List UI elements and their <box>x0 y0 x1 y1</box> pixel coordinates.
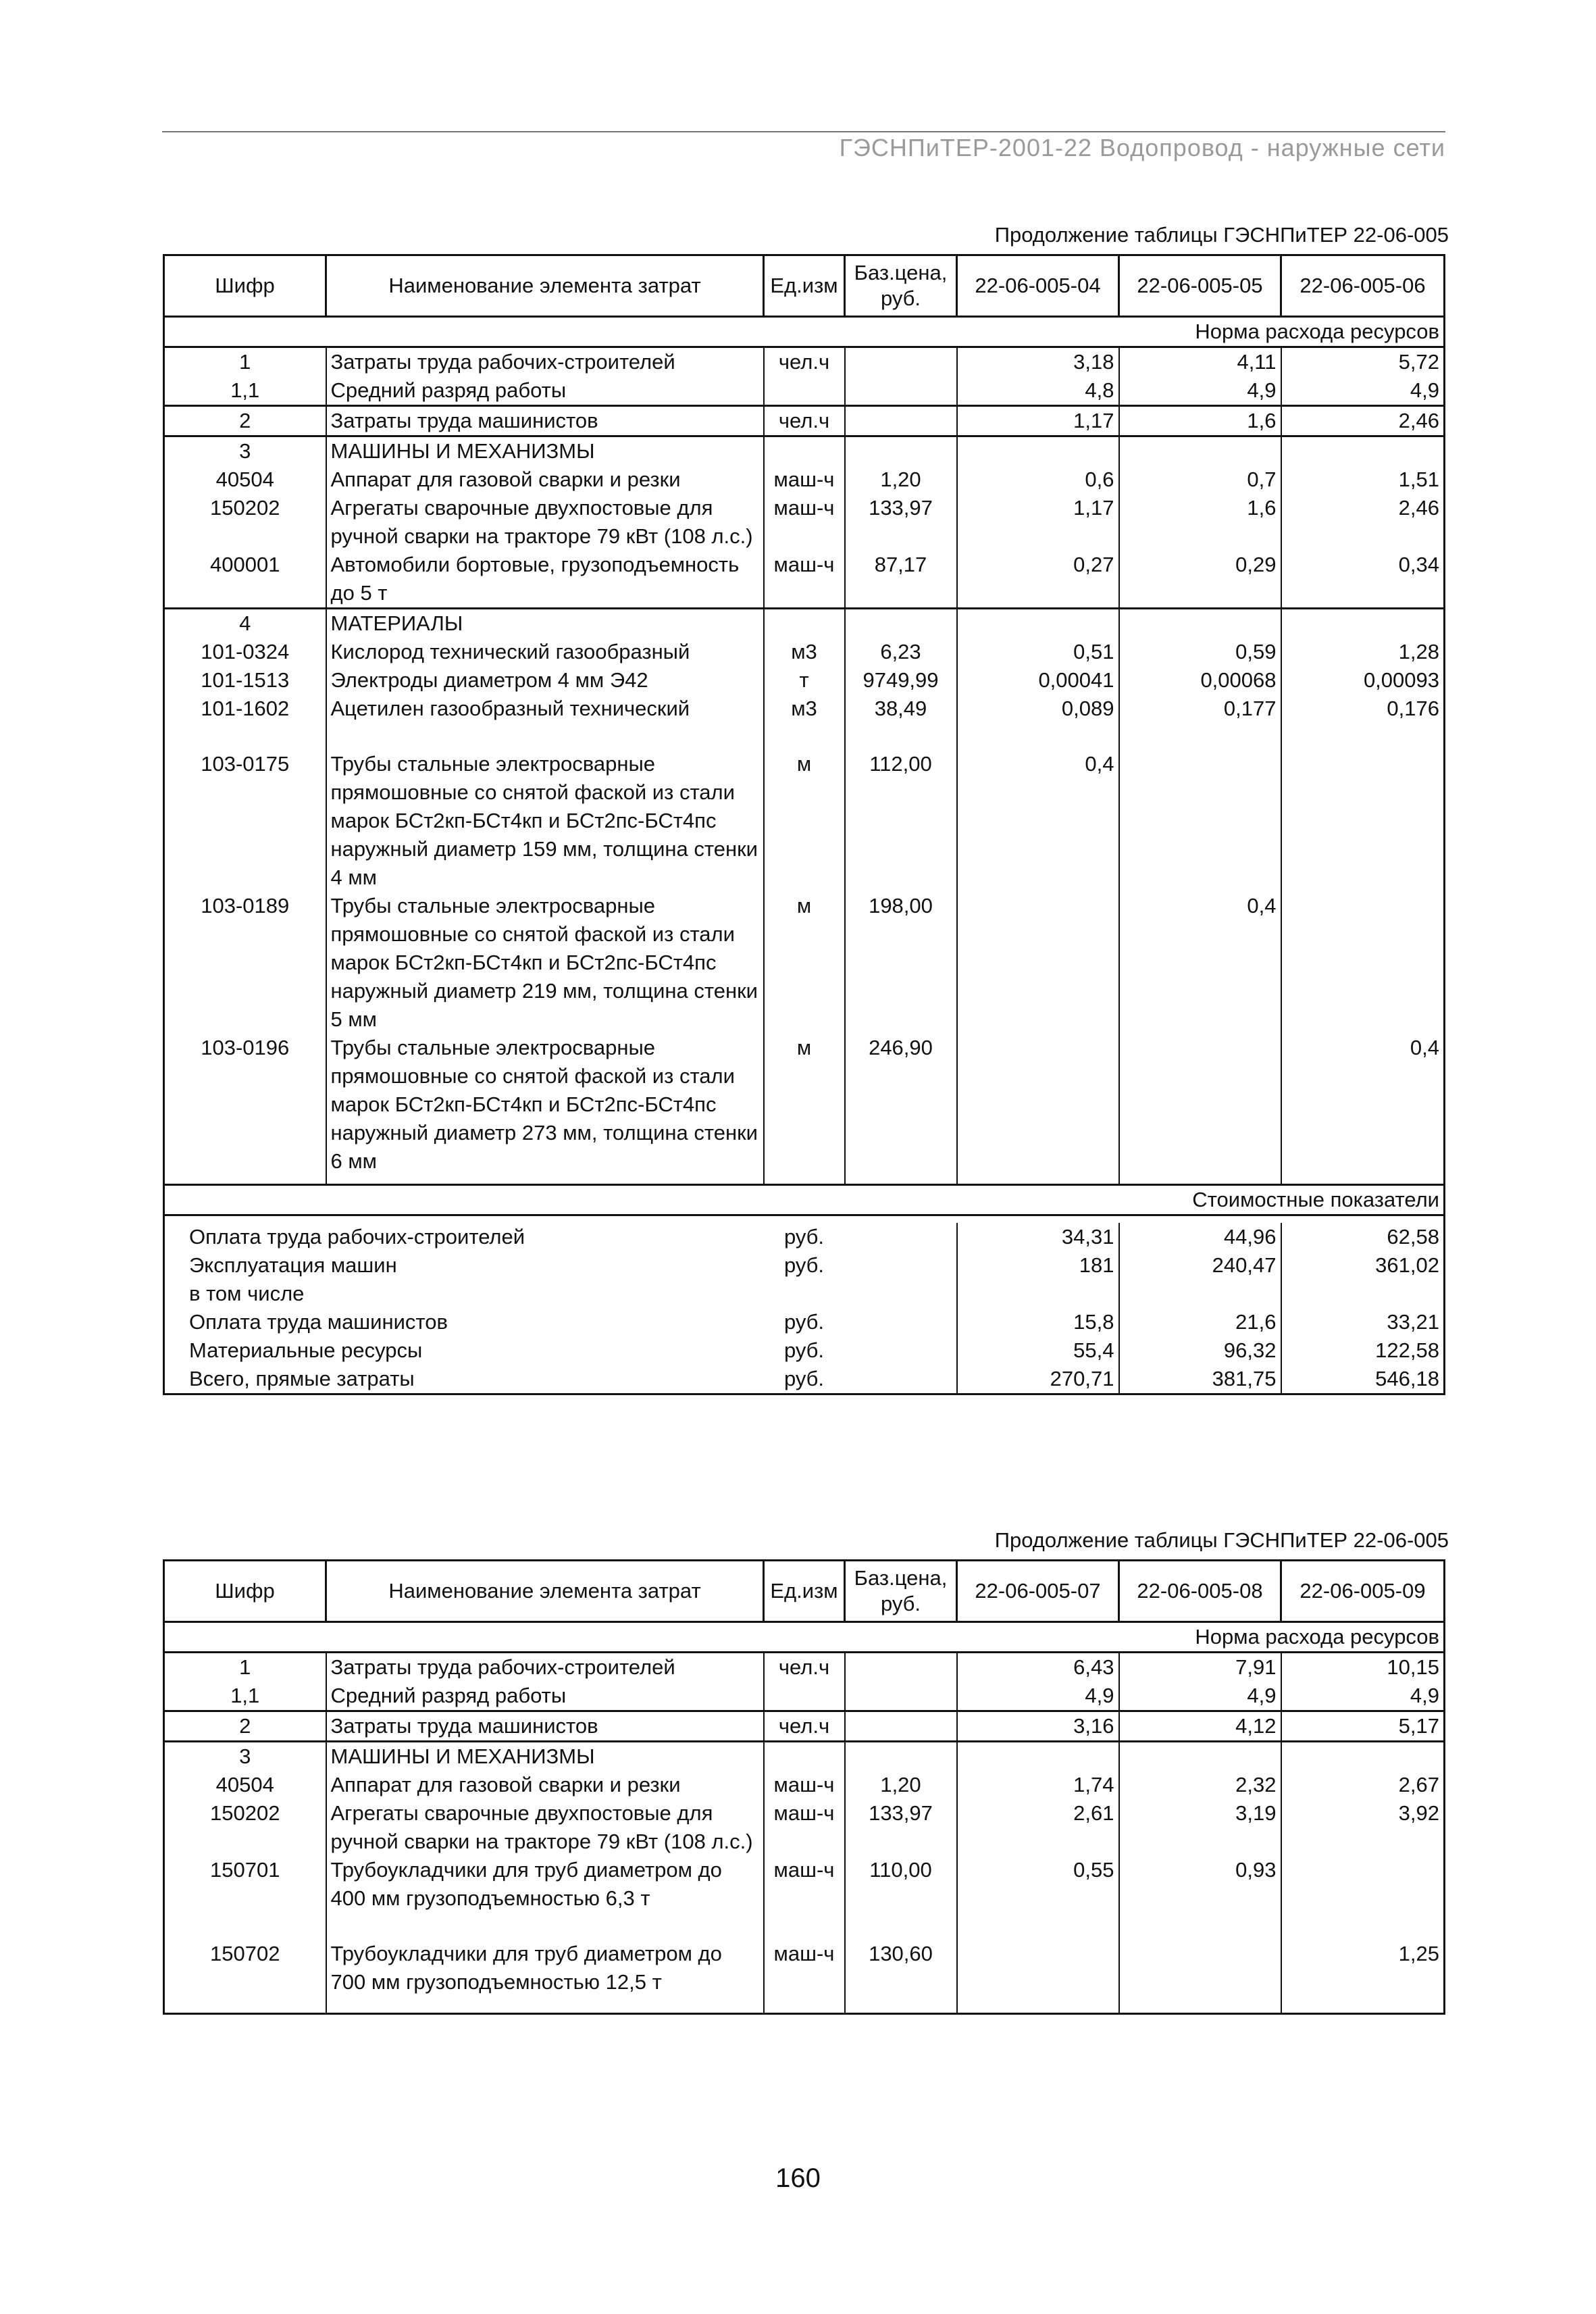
row-value-2: 0,7 <box>1119 466 1281 494</box>
table2-caption: Продолжение таблицы ГЭСНПиТЕР 22-06-005 <box>994 1528 1449 1552</box>
cost-value-2: 96,32 <box>1119 1336 1281 1365</box>
header-code: Шифр <box>164 255 326 317</box>
header-col-1: 22-06-005-04 <box>957 255 1119 317</box>
row-code: 4 <box>164 609 326 638</box>
row-value-1 <box>957 1034 1119 1176</box>
row-name: Аппарат для газовой сварки и резки <box>326 466 764 494</box>
row-value-3: 0,176 <box>1281 695 1445 723</box>
table-row <box>164 406 1445 436</box>
row-value-1: 1,17 <box>957 494 1119 551</box>
resource-table-1 <box>163 254 1445 1395</box>
header-name: Наименование элемента затрат <box>326 255 764 317</box>
row-unit: м <box>764 1034 845 1176</box>
running-header: ГЭСНПиТЕР-2001-22 Водопровод - наружные сети <box>839 134 1445 161</box>
row-name: Затраты труда рабочих-строителей <box>326 347 764 377</box>
row-value-2 <box>1119 436 1281 466</box>
table-row <box>164 347 1445 377</box>
row-price: 110,00 <box>845 1856 957 1913</box>
row-value-3: 2,67 <box>1281 1771 1445 1799</box>
cost-name: Всего, прямые затраты <box>164 1365 764 1394</box>
row-price: 112,00 <box>845 750 957 892</box>
cost-value-3: 361,02 <box>1281 1251 1445 1280</box>
row-code: 101-1513 <box>201 668 290 692</box>
cost-unit <box>764 1280 845 1308</box>
cost-value-2 <box>1119 1280 1281 1308</box>
table-row <box>164 1653 1445 1682</box>
row-unit: м3 <box>764 638 845 666</box>
row-unit: маш-ч <box>764 1771 845 1799</box>
row-code: 101-0324 <box>201 640 290 663</box>
row-value-3 <box>1281 750 1445 892</box>
row-unit: чел.ч <box>764 347 845 377</box>
row-value-3: 3,92 <box>1281 1799 1445 1856</box>
row-unit: м3 <box>764 695 845 723</box>
header-col-1: 22-06-005-07 <box>957 1561 1119 1622</box>
row-price: 130,60 <box>845 1940 957 1996</box>
row-price: 38,49 <box>845 695 957 723</box>
cost-unit: руб. <box>764 1365 845 1394</box>
table1-caption: Продолжение таблицы ГЭСНПиТЕР 22-06-005 <box>994 223 1449 247</box>
table-row <box>164 1034 1445 1176</box>
header-col-3: 22-06-005-06 <box>1281 255 1445 317</box>
cost-value-1: 55,4 <box>957 1336 1119 1365</box>
row-value-3: 1,25 <box>1281 1940 1445 1996</box>
row-code: 2 <box>164 406 326 436</box>
row-value-2 <box>1119 1940 1281 1996</box>
cost-row <box>164 1308 1445 1336</box>
table-row <box>164 494 1445 551</box>
row-value-1: 0,55 <box>957 1856 1119 1913</box>
row-price <box>845 609 957 638</box>
row-unit: маш-ч <box>764 466 845 494</box>
row-code: 400001 <box>210 553 280 576</box>
row-value-3: 1,28 <box>1281 638 1445 666</box>
cost-value-2: 240,47 <box>1119 1251 1281 1280</box>
header-col-2: 22-06-005-08 <box>1119 1561 1281 1622</box>
row-code: 103-0189 <box>201 894 290 917</box>
cost-name: Материальные ресурсы <box>189 1338 423 1362</box>
row-price <box>845 1682 957 1711</box>
row-code: 150702 <box>210 1942 280 1965</box>
row-code: 150701 <box>210 1858 280 1882</box>
header-price: Баз.цена, руб. <box>845 255 957 317</box>
cost-value-3: 122,58 <box>1281 1336 1445 1365</box>
resource-table-2 <box>163 1559 1445 2015</box>
row-code: 3 <box>164 1742 326 1771</box>
row-unit: м <box>764 892 845 1034</box>
row-unit: маш-ч <box>764 551 845 609</box>
cost-value-1: 181 <box>957 1251 1119 1280</box>
row-name: Средний разряд работы <box>326 1682 764 1711</box>
row-value-3: 1,51 <box>1281 466 1445 494</box>
row-unit: маш-ч <box>764 1799 845 1856</box>
cost-value-1: 270,71 <box>957 1365 1119 1394</box>
row-value-2: 7,91 <box>1119 1653 1281 1682</box>
cost-row <box>164 1365 1445 1394</box>
cost-value-1: 34,31 <box>957 1223 1119 1251</box>
row-code: 103-0175 <box>201 752 290 776</box>
row-value-1: 0,089 <box>957 695 1119 723</box>
row-name: Автомобили бортовые, грузоподъемность до 5 т <box>326 551 764 609</box>
row-value-1: 0,4 <box>957 750 1119 892</box>
row-name: Ацетилен газообразный технический <box>326 695 764 723</box>
row-value-2: 0,59 <box>1119 638 1281 666</box>
header-col-3: 22-06-005-09 <box>1281 1561 1445 1622</box>
row-name: Трубы стальные электросварные прямошовные со снятой фаской из стали марок БСт2кп-БСт4кп и БСт2пс-БСт4пс наружный диаметр 219 мм, толщина стенки 5 мм <box>326 892 764 1034</box>
row-price <box>845 436 957 466</box>
page-number: 160 <box>775 2163 821 2193</box>
table-row <box>164 1771 1445 1799</box>
row-code: 1,1 <box>230 378 260 402</box>
row-value-1 <box>957 892 1119 1034</box>
row-code: 150202 <box>210 1801 280 1825</box>
row-price: 9749,99 <box>845 666 957 695</box>
row-price <box>845 1711 957 1742</box>
row-value-2: 1,6 <box>1119 406 1281 436</box>
row-value-2: 3,19 <box>1119 1799 1281 1856</box>
row-value-3 <box>1281 436 1445 466</box>
row-value-3: 0,34 <box>1281 551 1445 609</box>
row-value-2: 4,12 <box>1119 1711 1281 1742</box>
row-value-1: 1,74 <box>957 1771 1119 1799</box>
row-value-3 <box>1281 609 1445 638</box>
row-value-1 <box>957 436 1119 466</box>
row-value-3: 2,46 <box>1281 494 1445 551</box>
row-name: МАШИНЫ И МЕХАНИЗМЫ <box>326 1742 764 1771</box>
table-row <box>164 436 1445 466</box>
table-row <box>164 466 1445 494</box>
row-value-1 <box>957 1742 1119 1771</box>
row-unit: маш-ч <box>764 1856 845 1913</box>
row-price: 133,97 <box>845 494 957 551</box>
row-name: Электроды диаметром 4 мм Э42 <box>326 666 764 695</box>
row-price <box>845 376 957 406</box>
row-name: Трубоукладчики для труб диаметром до 700 мм грузоподъемностью 12,5 т <box>326 1940 764 1996</box>
row-value-2: 0,177 <box>1119 695 1281 723</box>
cost-value-3: 546,18 <box>1281 1365 1445 1394</box>
row-value-2: 0,4 <box>1119 892 1281 1034</box>
row-name: Трубоукладчики для труб диаметром до 400 мм грузоподъемностью 6,3 т <box>326 1856 764 1913</box>
row-value-1 <box>957 1940 1119 1996</box>
row-unit <box>764 609 845 638</box>
row-name: Затраты труда машинистов <box>326 406 764 436</box>
table-row <box>164 551 1445 609</box>
table-row <box>164 1682 1445 1711</box>
cost-row <box>164 1251 1445 1280</box>
row-unit <box>764 436 845 466</box>
row-code: 40504 <box>215 468 274 491</box>
row-code: 103-0196 <box>201 1036 290 1059</box>
row-value-2 <box>1119 1742 1281 1771</box>
row-value-2: 4,11 <box>1119 347 1281 377</box>
row-name: Агрегаты сварочные двухпостовые для ручной сварки на тракторе 79 кВт (108 л.с.) <box>326 494 764 551</box>
row-value-1 <box>957 609 1119 638</box>
row-unit: м <box>764 750 845 892</box>
row-price <box>845 1653 957 1682</box>
row-unit: чел.ч <box>764 1711 845 1742</box>
cost-unit: руб. <box>783 1310 825 1334</box>
table-row <box>164 609 1445 638</box>
row-value-1: 1,17 <box>957 406 1119 436</box>
table-row <box>164 666 1445 695</box>
table-row <box>164 750 1445 892</box>
row-value-3 <box>1281 1856 1445 1913</box>
row-value-1: 4,8 <box>957 376 1119 406</box>
row-value-1: 3,16 <box>957 1711 1119 1742</box>
row-unit: маш-ч <box>764 1940 845 1996</box>
row-code: 2 <box>164 1711 326 1742</box>
header-col-2: 22-06-005-05 <box>1119 255 1281 317</box>
row-value-2: 2,32 <box>1119 1771 1281 1799</box>
header-code: Шифр <box>164 1561 326 1622</box>
row-value-2: 4,9 <box>1119 376 1281 406</box>
row-value-1: 3,18 <box>957 347 1119 377</box>
row-value-1: 0,27 <box>957 551 1119 609</box>
row-price: 133,97 <box>845 1799 957 1856</box>
cost-row <box>164 1280 1445 1308</box>
row-price <box>845 406 957 436</box>
row-value-2: 0,00068 <box>1119 666 1281 695</box>
cost-unit: руб. <box>783 1225 825 1249</box>
cost-value-1: 15,8 <box>957 1308 1119 1336</box>
norm-label: Норма расхода ресурсов <box>164 317 1445 347</box>
cost-value-2: 21,6 <box>1119 1308 1281 1336</box>
row-value-2: 1,6 <box>1119 494 1281 551</box>
row-name: Средний разряд работы <box>326 376 764 406</box>
row-value-1: 4,9 <box>957 1682 1119 1711</box>
cost-value-2: 44,96 <box>1119 1223 1281 1251</box>
table-row <box>164 1940 1445 1996</box>
table-row <box>164 695 1445 723</box>
row-name: Затраты труда машинистов <box>326 1711 764 1742</box>
row-unit <box>764 376 845 406</box>
cost-value-3 <box>1281 1280 1445 1308</box>
cost-value-3: 33,21 <box>1281 1308 1445 1336</box>
row-price: 1,20 <box>845 466 957 494</box>
cost-name: Оплата труда машинистов <box>189 1310 448 1334</box>
table-row <box>164 1711 1445 1742</box>
table-row <box>164 1742 1445 1771</box>
cost-value-1 <box>957 1280 1119 1308</box>
table-row <box>164 1799 1445 1856</box>
row-name: МАШИНЫ И МЕХАНИЗМЫ <box>326 436 764 466</box>
row-value-2 <box>1119 750 1281 892</box>
cost-name: Оплата труда рабочих-строителей <box>189 1225 525 1249</box>
table-header-row <box>164 1561 1445 1622</box>
row-value-2: 0,93 <box>1119 1856 1281 1913</box>
header-price: Баз.цена, руб. <box>845 1561 957 1622</box>
row-value-3: 0,00093 <box>1281 666 1445 695</box>
row-price: 87,17 <box>845 551 957 609</box>
row-unit: маш-ч <box>764 494 845 551</box>
cost-name: Эксплуатация машин <box>189 1253 397 1277</box>
row-value-1: 2,61 <box>957 1799 1119 1856</box>
row-value-2 <box>1119 1034 1281 1176</box>
table-row <box>164 892 1445 1034</box>
row-value-3 <box>1281 892 1445 1034</box>
row-value-3: 5,17 <box>1281 1711 1445 1742</box>
cost-name: в том числе <box>189 1282 305 1305</box>
row-value-3: 5,72 <box>1281 347 1445 377</box>
running-header-rule <box>162 127 1445 132</box>
row-price <box>845 1742 957 1771</box>
norm-label: Норма расхода ресурсов <box>164 1622 1445 1653</box>
table-row <box>164 1856 1445 1913</box>
cost-row <box>164 1336 1445 1365</box>
row-value-3: 4,9 <box>1281 1682 1445 1711</box>
row-name: Агрегаты сварочные двухпостовые для ручной сварки на тракторе 79 кВт (108 л.с.) <box>326 1799 764 1856</box>
row-price: 1,20 <box>845 1771 957 1799</box>
table-row <box>164 638 1445 666</box>
row-code: 150202 <box>210 496 280 520</box>
row-name: Затраты труда рабочих-строителей <box>326 1653 764 1682</box>
row-code: 1 <box>239 350 251 374</box>
row-value-3: 4,9 <box>1281 376 1445 406</box>
cost-unit: руб. <box>783 1253 825 1277</box>
row-code: 40504 <box>215 1773 274 1796</box>
row-name: Трубы стальные электросварные прямошовные со снятой фаской из стали марок БСт2кп-БСт4кп и БСт2пс-БСт4пс наружный диаметр 273 мм, толщина стенки 6 мм <box>326 1034 764 1176</box>
row-price: 246,90 <box>845 1034 957 1176</box>
row-code: 3 <box>164 436 326 466</box>
table-header-row <box>164 255 1445 317</box>
row-unit: чел.ч <box>764 1653 845 1682</box>
cost-label: Стоимостные показатели <box>164 1185 1445 1215</box>
row-value-1: 0,6 <box>957 466 1119 494</box>
row-code: 1 <box>239 1655 251 1679</box>
row-price: 6,23 <box>845 638 957 666</box>
cost-value-2: 381,75 <box>1119 1365 1281 1394</box>
header-name: Наименование элемента затрат <box>326 1561 764 1622</box>
cost-row <box>164 1223 1445 1251</box>
row-value-2 <box>1119 609 1281 638</box>
row-value-2: 4,9 <box>1119 1682 1281 1711</box>
row-name: МАТЕРИАЛЫ <box>326 609 764 638</box>
header-unit: Ед.изм <box>764 255 845 317</box>
row-value-1: 6,43 <box>957 1653 1119 1682</box>
row-value-2: 0,29 <box>1119 551 1281 609</box>
row-value-3: 2,46 <box>1281 406 1445 436</box>
row-name: Кислород технический газообразный <box>326 638 764 666</box>
cost-unit: руб. <box>783 1338 825 1362</box>
row-price: 198,00 <box>845 892 957 1034</box>
row-value-3: 10,15 <box>1281 1653 1445 1682</box>
row-unit <box>764 1742 845 1771</box>
row-value-3 <box>1281 1742 1445 1771</box>
table-row <box>164 376 1445 406</box>
header-unit: Ед.изм <box>764 1561 845 1622</box>
row-unit: т <box>764 666 845 695</box>
row-value-3: 0,4 <box>1281 1034 1445 1176</box>
cost-value-3: 62,58 <box>1281 1223 1445 1251</box>
row-name: Трубы стальные электросварные прямошовные со снятой фаской из стали марок БСт2кп-БСт4кп и БСт2пс-БСт4пс наружный диаметр 159 мм, толщина стенки 4 мм <box>326 750 764 892</box>
row-value-1: 0,00041 <box>957 666 1119 695</box>
row-code: 1,1 <box>230 1684 260 1707</box>
row-unit: чел.ч <box>764 406 845 436</box>
row-unit <box>764 1682 845 1711</box>
row-price <box>845 347 957 377</box>
row-code: 101-1602 <box>201 697 290 720</box>
row-name: Аппарат для газовой сварки и резки <box>326 1771 764 1799</box>
row-value-1: 0,51 <box>957 638 1119 666</box>
